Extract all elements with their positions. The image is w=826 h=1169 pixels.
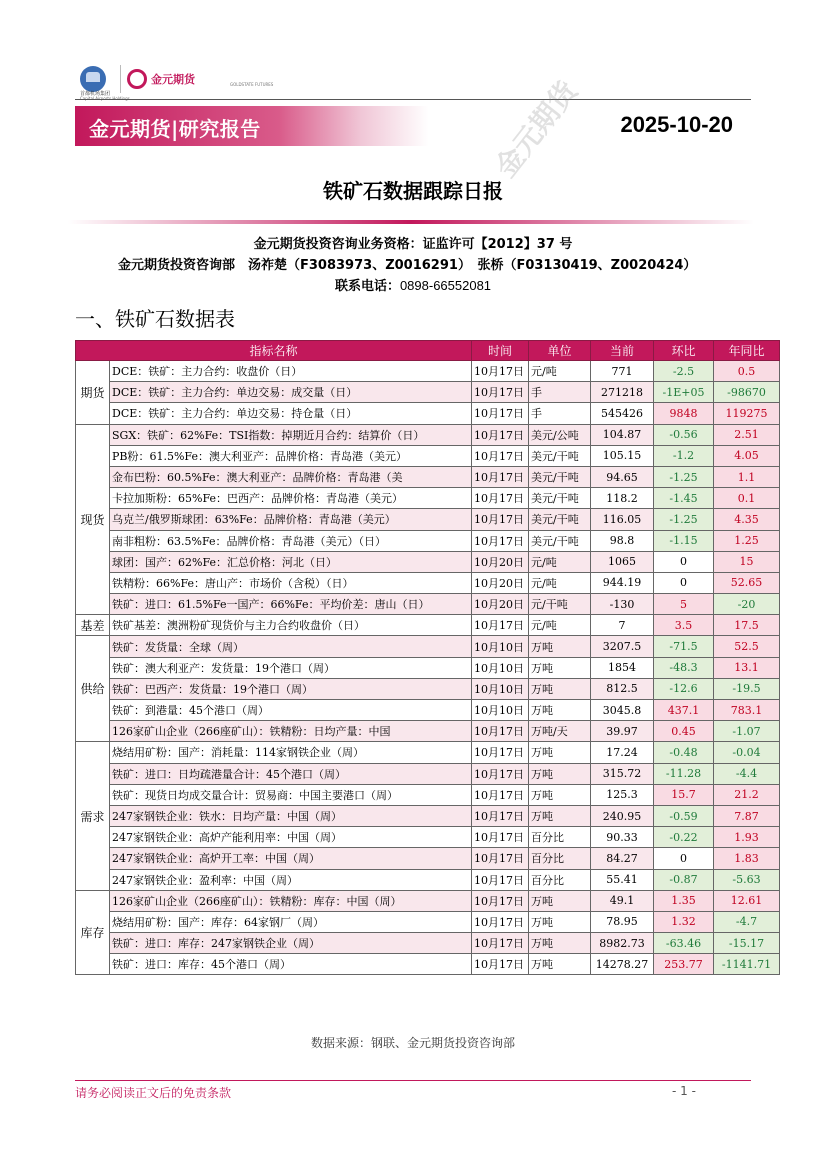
footer-divider <box>75 1080 751 1081</box>
current-value-cell: 3045.8 <box>591 700 654 721</box>
report-date: 2025-10-20 <box>620 112 733 137</box>
mom-change-cell: 253.77 <box>654 954 714 975</box>
header-current: 当前 <box>591 341 654 361</box>
mom-change-cell: 3.5 <box>654 615 714 636</box>
current-value-cell: 240.95 <box>591 805 654 826</box>
time-cell: 10月17日 <box>472 382 529 403</box>
time-cell: 10月17日 <box>472 403 529 424</box>
title-divider <box>68 220 754 224</box>
category-cell: 基差 <box>76 615 110 636</box>
time-cell: 10月17日 <box>472 615 529 636</box>
airport-group-logo-icon <box>80 66 106 92</box>
mom-change-cell: 5 <box>654 594 714 615</box>
current-value-cell: 17.24 <box>591 742 654 763</box>
mom-change-cell: -11.28 <box>654 763 714 784</box>
table-row <box>76 572 780 593</box>
current-value-cell: 118.2 <box>591 488 654 509</box>
current-value-cell: 1854 <box>591 657 654 678</box>
header-yoy: 年同比 <box>714 341 780 361</box>
category-cell: 库存 <box>76 890 110 975</box>
yoy-change-cell: 7.87 <box>714 805 780 826</box>
current-value-cell: 1065 <box>591 551 654 572</box>
indicator-name-cell: SGX：铁矿：62%Fe：TSI指数：掉期近月合约：结算价（日） <box>110 424 472 445</box>
table-row <box>76 954 780 975</box>
time-cell: 10月10日 <box>472 700 529 721</box>
indicator-name-cell: PB粉：61.5%Fe：澳大利亚产：品牌价格：青岛港（美元） <box>110 445 472 466</box>
mom-change-cell: -0.48 <box>654 742 714 763</box>
table-header-row <box>76 341 780 361</box>
table-row <box>76 848 780 869</box>
current-value-cell: 94.65 <box>591 466 654 487</box>
mom-change-cell: -63.46 <box>654 933 714 954</box>
yoy-change-cell: 1.25 <box>714 530 780 551</box>
mom-change-cell: -1.45 <box>654 488 714 509</box>
time-cell: 10月17日 <box>472 784 529 805</box>
category-cell: 现货 <box>76 424 110 615</box>
table-row <box>76 890 780 911</box>
unit-cell: 万吨 <box>529 911 591 932</box>
indicator-name-cell: 铁矿：进口：库存：247家钢铁企业（周） <box>110 933 472 954</box>
table-row <box>76 403 780 424</box>
unit-cell: 万吨 <box>529 678 591 699</box>
section-heading: 一、铁矿石数据表 <box>75 307 235 331</box>
yoy-change-cell: -19.5 <box>714 678 780 699</box>
unit-cell: 万吨/天 <box>529 721 591 742</box>
header-unit: 单位 <box>529 341 591 361</box>
indicator-name-cell: 126家矿山企业（266座矿山）：铁精粉：日均产量：中国 <box>110 721 472 742</box>
current-value-cell: 84.27 <box>591 848 654 869</box>
current-value-cell: 55.41 <box>591 869 654 890</box>
header-divider <box>75 99 751 100</box>
yoy-change-cell: 52.5 <box>714 636 780 657</box>
time-cell: 10月17日 <box>472 763 529 784</box>
mom-change-cell: -1.25 <box>654 466 714 487</box>
table-row <box>76 361 780 382</box>
unit-cell: 百分比 <box>529 869 591 890</box>
report-banner <box>75 106 755 146</box>
banner-title: 金元期货|研究报告 <box>89 117 261 141</box>
unit-cell: 美元/干吨 <box>529 488 591 509</box>
time-cell: 10月17日 <box>472 721 529 742</box>
indicator-name-cell: 铁精粉：66%Fe：唐山产：市场价（含税）（日） <box>110 572 472 593</box>
yoy-change-cell: -4.7 <box>714 911 780 932</box>
unit-cell: 元/吨 <box>529 551 591 572</box>
logo-brand: 金元期货 <box>151 73 195 86</box>
indicator-name-cell: 球团：国产：62%Fe：汇总价格：河北（日） <box>110 551 472 572</box>
mom-change-cell: -1.15 <box>654 530 714 551</box>
logo-divider <box>120 65 121 93</box>
time-cell: 10月17日 <box>472 466 529 487</box>
time-cell: 10月17日 <box>472 424 529 445</box>
table-row <box>76 827 780 848</box>
indicator-name-cell: DCE：铁矿：主力合约：单边交易：持仓量（日） <box>110 403 472 424</box>
analyst-line: 金元期货投资咨询部 汤祚楚（F3083973、Z0016291） 张桥（F03130419、Z0020424） <box>118 258 697 273</box>
indicator-name-cell: 铁矿：巴西产：发货量：19个港口（周） <box>110 678 472 699</box>
yoy-change-cell: 2.51 <box>714 424 780 445</box>
mom-change-cell: -1E+05 <box>654 382 714 403</box>
mom-change-cell: 1.32 <box>654 911 714 932</box>
unit-cell: 万吨 <box>529 742 591 763</box>
logo <box>80 60 274 98</box>
yoy-change-cell: 0.1 <box>714 488 780 509</box>
current-value-cell: 90.33 <box>591 827 654 848</box>
table-row <box>76 509 780 530</box>
indicator-name-cell: 铁矿：现货日均成交量合计：贸易商：中国主要港口（周） <box>110 784 472 805</box>
yoy-change-cell: -1141.71 <box>714 954 780 975</box>
current-value-cell: 771 <box>591 361 654 382</box>
mom-change-cell: -2.5 <box>654 361 714 382</box>
time-cell: 10月17日 <box>472 361 529 382</box>
table-row <box>76 869 780 890</box>
time-cell: 10月17日 <box>472 890 529 911</box>
mom-change-cell: 0 <box>654 572 714 593</box>
current-value-cell: 7 <box>591 615 654 636</box>
mom-change-cell: -0.59 <box>654 805 714 826</box>
current-value-cell: 39.97 <box>591 721 654 742</box>
yoy-change-cell: 1.93 <box>714 827 780 848</box>
unit-cell: 手 <box>529 403 591 424</box>
time-cell: 10月10日 <box>472 636 529 657</box>
table-row <box>76 657 780 678</box>
yoy-change-cell: -0.04 <box>714 742 780 763</box>
unit-cell: 元/吨 <box>529 361 591 382</box>
table-row <box>76 678 780 699</box>
time-cell: 10月17日 <box>472 742 529 763</box>
indicator-name-cell: 247家钢铁企业：铁水：日均产量：中国（周） <box>110 805 472 826</box>
yoy-change-cell: 119275 <box>714 403 780 424</box>
unit-cell: 百分比 <box>529 848 591 869</box>
category-cell: 供给 <box>76 636 110 742</box>
mom-change-cell: -0.22 <box>654 827 714 848</box>
mom-change-cell: -1.2 <box>654 445 714 466</box>
unit-cell: 万吨 <box>529 890 591 911</box>
header-mom: 环比 <box>654 341 714 361</box>
time-cell: 10月17日 <box>472 509 529 530</box>
mom-change-cell: 0.45 <box>654 721 714 742</box>
unit-cell: 美元/干吨 <box>529 530 591 551</box>
time-cell: 10月17日 <box>472 848 529 869</box>
current-value-cell: 78.95 <box>591 911 654 932</box>
unit-cell: 万吨 <box>529 700 591 721</box>
time-cell: 10月17日 <box>472 530 529 551</box>
yoy-change-cell: 17.5 <box>714 615 780 636</box>
watermark: 金元期货 <box>488 74 584 184</box>
iron-ore-data-table <box>75 340 780 975</box>
time-cell: 10月20日 <box>472 572 529 593</box>
table-row <box>76 700 780 721</box>
table-row <box>76 911 780 932</box>
indicator-name-cell: 烧结用矿粉：国产：库存：64家钢厂（周） <box>110 911 472 932</box>
indicator-name-cell: DCE：铁矿：主力合约：单边交易：成交量（日） <box>110 382 472 403</box>
time-cell: 10月17日 <box>472 445 529 466</box>
table-body <box>76 361 780 975</box>
yoy-change-cell: -5.63 <box>714 869 780 890</box>
mom-change-cell: -48.3 <box>654 657 714 678</box>
table-row <box>76 530 780 551</box>
yoy-change-cell: 4.05 <box>714 445 780 466</box>
header-indicator: 指标名称 <box>76 341 472 361</box>
indicator-name-cell: 铁矿：到港量：45个港口（周） <box>110 700 472 721</box>
unit-cell: 万吨 <box>529 657 591 678</box>
current-value-cell: 812.5 <box>591 678 654 699</box>
table-row <box>76 445 780 466</box>
unit-cell: 美元/干吨 <box>529 445 591 466</box>
current-value-cell: 545426 <box>591 403 654 424</box>
yoy-change-cell: 783.1 <box>714 700 780 721</box>
indicator-name-cell: 铁矿：进口：日均疏港量合计：45个港口（周） <box>110 763 472 784</box>
indicator-name-cell: 乌克兰/俄罗斯球团：63%Fe：品牌价格：青岛港（美元） <box>110 509 472 530</box>
indicator-name-cell: 金布巴粉：60.5%Fe：澳大利亚产：品牌价格：青岛港（美 <box>110 466 472 487</box>
unit-cell: 元/吨 <box>529 572 591 593</box>
phone-label: 联系电话： <box>334 279 400 294</box>
yoy-change-cell: 21.2 <box>714 784 780 805</box>
indicator-name-cell: 铁矿：进口：库存：45个港口（周） <box>110 954 472 975</box>
time-cell: 10月17日 <box>472 933 529 954</box>
table-row <box>76 615 780 636</box>
current-value-cell: 271218 <box>591 382 654 403</box>
yoy-change-cell: -98670 <box>714 382 780 403</box>
page-number: - 1 - <box>672 1084 696 1098</box>
table-row <box>76 382 780 403</box>
qualification-line: 金元期货投资咨询业务资格：证监许可【2012】37 号 <box>253 237 573 252</box>
unit-cell: 万吨 <box>529 933 591 954</box>
indicator-name-cell: 126家矿山企业（266座矿山）：铁精粉：库存：中国（周） <box>110 890 472 911</box>
current-value-cell: 104.87 <box>591 424 654 445</box>
table-row <box>76 805 780 826</box>
indicator-name-cell: 铁矿：澳大利亚产：发货量：19个港口（周） <box>110 657 472 678</box>
current-value-cell: -130 <box>591 594 654 615</box>
mom-change-cell: 0 <box>654 848 714 869</box>
yoy-change-cell: 15 <box>714 551 780 572</box>
unit-cell: 美元/干吨 <box>529 466 591 487</box>
yoy-change-cell: -4.4 <box>714 763 780 784</box>
current-value-cell: 8982.73 <box>591 933 654 954</box>
yoy-change-cell: -1.07 <box>714 721 780 742</box>
unit-cell: 万吨 <box>529 784 591 805</box>
table-row <box>76 551 780 572</box>
indicator-name-cell: 烧结用矿粉：国产：消耗量：114家钢铁企业（周） <box>110 742 472 763</box>
table-row <box>76 636 780 657</box>
mom-change-cell: 1.35 <box>654 890 714 911</box>
category-cell: 期货 <box>76 361 110 425</box>
unit-cell: 万吨 <box>529 763 591 784</box>
table-row <box>76 721 780 742</box>
time-cell: 10月17日 <box>472 805 529 826</box>
logo-group-caption: 首都机场集团 <box>80 91 111 97</box>
indicator-name-cell: 铁矿：进口：61.5%Fe一国产：66%Fe：平均价差：唐山（日） <box>110 594 472 615</box>
mom-change-cell: -0.56 <box>654 424 714 445</box>
mom-change-cell: 15.7 <box>654 784 714 805</box>
time-cell: 10月17日 <box>472 911 529 932</box>
current-value-cell: 944.19 <box>591 572 654 593</box>
yoy-change-cell: -15.17 <box>714 933 780 954</box>
indicator-name-cell: 247家钢铁企业：高炉开工率：中国（周） <box>110 848 472 869</box>
yoy-change-cell: 4.35 <box>714 509 780 530</box>
current-value-cell: 49.1 <box>591 890 654 911</box>
time-cell: 10月17日 <box>472 869 529 890</box>
indicator-name-cell: DCE：铁矿：主力合约：收盘价（日） <box>110 361 472 382</box>
table-row <box>76 488 780 509</box>
table-row <box>76 424 780 445</box>
time-cell: 10月17日 <box>472 827 529 848</box>
contact-line <box>0 275 826 294</box>
current-value-cell: 125.3 <box>591 784 654 805</box>
unit-cell: 手 <box>529 382 591 403</box>
unit-cell: 万吨 <box>529 805 591 826</box>
mom-change-cell: -12.6 <box>654 678 714 699</box>
logo-brand-en: GOLDSTATE FUTURES <box>230 82 274 87</box>
disclaimer-notice: 请务必阅读正文后的免责条款 <box>75 1086 232 1100</box>
page-title: 铁矿石数据跟踪日报 <box>323 179 503 203</box>
mom-change-cell: -71.5 <box>654 636 714 657</box>
table-row <box>76 784 780 805</box>
table-row <box>76 594 780 615</box>
current-value-cell: 105.15 <box>591 445 654 466</box>
unit-cell: 百分比 <box>529 827 591 848</box>
current-value-cell: 315.72 <box>591 763 654 784</box>
indicator-name-cell: 卡拉加斯粉：65%Fe：巴西产：品牌价格：青岛港（美元） <box>110 488 472 509</box>
yoy-change-cell: 12.61 <box>714 890 780 911</box>
mom-change-cell: 437.1 <box>654 700 714 721</box>
current-value-cell: 14278.27 <box>591 954 654 975</box>
table-row <box>76 933 780 954</box>
time-cell: 10月10日 <box>472 657 529 678</box>
indicator-name-cell: 铁矿基差：澳洲粉矿现货价与主力合约收盘价（日） <box>110 615 472 636</box>
time-cell: 10月10日 <box>472 678 529 699</box>
yoy-change-cell: -20 <box>714 594 780 615</box>
yoy-change-cell: 52.65 <box>714 572 780 593</box>
data-source-note: 数据来源：钢联、金元期货投资咨询部 <box>310 1036 515 1050</box>
table-row <box>76 742 780 763</box>
time-cell: 10月20日 <box>472 551 529 572</box>
indicator-name-cell: 南非粗粉：63.5%Fe：品牌价格：青岛港（美元）（日） <box>110 530 472 551</box>
yoy-change-cell: 1.1 <box>714 466 780 487</box>
yoy-change-cell: 0.5 <box>714 361 780 382</box>
yoy-change-cell: 13.1 <box>714 657 780 678</box>
indicator-name-cell: 247家钢铁企业：高炉产能利用率：中国（周） <box>110 827 472 848</box>
time-cell: 10月17日 <box>472 488 529 509</box>
current-value-cell: 116.05 <box>591 509 654 530</box>
unit-cell: 元/干吨 <box>529 594 591 615</box>
current-value-cell: 98.8 <box>591 530 654 551</box>
yoy-change-cell: 1.83 <box>714 848 780 869</box>
header-time: 时间 <box>472 341 529 361</box>
mom-change-cell: 9848 <box>654 403 714 424</box>
unit-cell: 美元/干吨 <box>529 509 591 530</box>
category-cell: 需求 <box>76 742 110 890</box>
mom-change-cell: -1.25 <box>654 509 714 530</box>
mom-change-cell: -0.87 <box>654 869 714 890</box>
phone-number: 0898-66552081 <box>399 278 492 293</box>
unit-cell: 美元/公吨 <box>529 424 591 445</box>
unit-cell: 万吨 <box>529 954 591 975</box>
time-cell: 10月17日 <box>472 954 529 975</box>
mom-change-cell: 0 <box>654 551 714 572</box>
indicator-name-cell: 247家钢铁企业：盈利率：中国（周） <box>110 869 472 890</box>
indicator-name-cell: 铁矿：发货量：全球（周） <box>110 636 472 657</box>
goldstate-logo-icon <box>127 69 147 89</box>
current-value-cell: 3207.5 <box>591 636 654 657</box>
unit-cell: 元/吨 <box>529 615 591 636</box>
table-row <box>76 763 780 784</box>
unit-cell: 万吨 <box>529 636 591 657</box>
time-cell: 10月20日 <box>472 594 529 615</box>
table-row <box>76 466 780 487</box>
